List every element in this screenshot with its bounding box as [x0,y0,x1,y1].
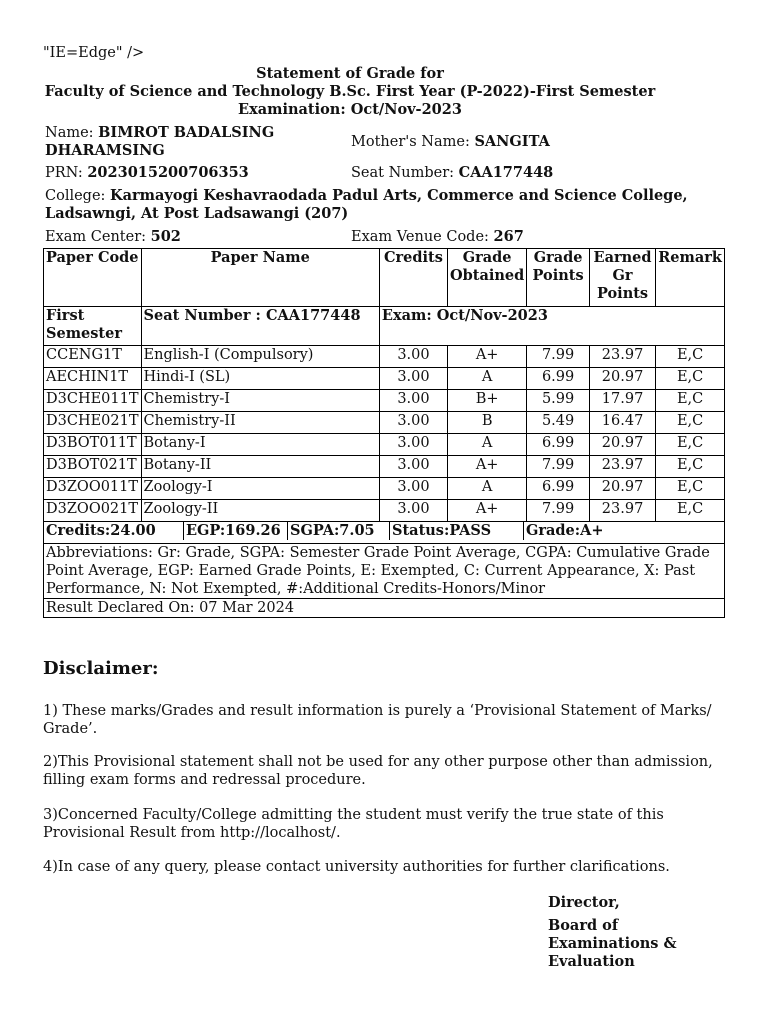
header-line-2: Faculty of Science and Technology B.Sc. First Year (P-2022)-First Semester [44,83,656,100]
header-line-1: Statement of Grade for [256,65,444,82]
prn-label: PRN: [45,165,83,181]
cell-earned-gr-points: 23.97 [589,456,655,478]
signature-line-2: Board of [548,917,619,934]
seat-block [351,164,553,182]
prn-value: 2023015200706353 [87,164,249,181]
cell-earned-gr-points: 16.47 [589,412,655,434]
cell-grade-points: 7.99 [527,500,590,522]
table-row [44,500,725,522]
cell-paper-name: English-I (Compulsory) [141,346,379,368]
disclaimer-point-1: 1) These marks/Grades and result information is purely a ‘Provisional Statement of Marks/ Grade’. [43,703,712,737]
disclaimer-point-4: 4)In case of any query, please contact university authorities for further clarifications. [43,859,670,875]
name-value-line1: BIMROT BADALSING [98,124,275,141]
cell-paper-name: Zoology-II [141,500,379,522]
table-row [44,346,725,368]
college-block [45,187,725,223]
cell-paper-code: D3CHE011T [44,390,142,412]
cell-grade-points: 7.99 [527,346,590,368]
mother-value: SANGITA [474,133,550,150]
cell-grade-points: 6.99 [527,434,590,456]
summary-row [44,522,725,544]
disclaimer-point-3: 3)Concerned Faculty/College admitting the student must verify the true state of this Provisional Result from http://localhost/. [43,807,664,841]
stray-markup-text: "IE=Edge" /> [43,45,145,61]
cell-grade-obtained: A+ [448,456,527,478]
cell-grade-obtained: A+ [448,346,527,368]
col-header-remark: Remark [656,249,725,307]
cell-remark: E,C [656,456,725,478]
cell-grade-obtained: A [448,478,527,500]
student-name-block [45,124,274,160]
signature-line-4: Evaluation [548,953,635,970]
semester-seat-info: Seat Number : CAA177448 [141,307,379,346]
disclaimer-title: Disclaimer: [43,658,159,679]
summary-credits: Credits:24.00 [44,522,184,540]
name-value-line2: DHARAMSING [45,142,165,159]
cell-grade-obtained: A [448,368,527,390]
seat-value: CAA177448 [458,164,554,181]
cell-grade-obtained: A [448,434,527,456]
signature-block [548,894,677,971]
col-header-credits: Credits [379,249,447,307]
name-label: Name: [45,125,94,141]
table-header-row [44,249,725,307]
cell-grade-points: 7.99 [527,456,590,478]
cell-earned-gr-points: 23.97 [589,346,655,368]
mother-name-block [351,133,550,151]
abbreviations-row [44,544,725,599]
table-row [44,412,725,434]
cell-paper-name: Chemistry-II [141,412,379,434]
cell-grade-points: 6.99 [527,478,590,500]
cell-paper-name: Botany-II [141,456,379,478]
cell-paper-code: CCENG1T [44,346,142,368]
mother-label: Mother's Name: [351,134,470,150]
table-row [44,478,725,500]
cell-paper-name: Botany-I [141,434,379,456]
summary-status: Status:PASS [390,522,524,540]
summary-grade: Grade:A+ [526,522,604,539]
center-value: 502 [150,228,181,245]
college-value-line1: Karmayogi Keshavraodada Padul Arts, Commerce and Science College, [110,187,688,204]
cell-remark: E,C [656,412,725,434]
cell-paper-code: D3BOT021T [44,456,142,478]
cell-credits: 3.00 [379,500,447,522]
cell-paper-name: Zoology-I [141,478,379,500]
cell-remark: E,C [656,368,725,390]
cell-paper-code: D3BOT011T [44,434,142,456]
header-line-3: Examination: Oct/Nov-2023 [238,101,462,118]
result-declared-text: Result Declared On: 07 Mar 2024 [44,599,725,618]
col-header-grade-obtained: Grade Obtained [448,249,527,307]
signature-line-1: Director, [548,894,620,911]
col-header-paper-name: Paper Name [141,249,379,307]
col-header-paper-code: Paper Code [44,249,142,307]
cell-credits: 3.00 [379,346,447,368]
center-label: Exam Center: [45,229,147,245]
prn-block [45,164,249,182]
cell-grade-obtained: B+ [448,390,527,412]
cell-paper-code: AECHIN1T [44,368,142,390]
cell-paper-code: D3ZOO021T [44,500,142,522]
cell-credits: 3.00 [379,390,447,412]
cell-grade-points: 5.99 [527,390,590,412]
table-row [44,368,725,390]
cell-remark: E,C [656,478,725,500]
venue-value: 267 [493,228,524,245]
college-label: College: [45,188,106,204]
document-header [0,65,700,119]
semester-exam-info: Exam: Oct/Nov-2023 [379,307,724,346]
exam-center-block [45,228,181,246]
cell-earned-gr-points: 23.97 [589,500,655,522]
summary-egp: EGP:169.26 [184,522,288,540]
cell-grade-points: 6.99 [527,368,590,390]
college-value-line2: Ladsawngi, At Post Ladsawangi (207) [45,205,349,222]
table-row [44,434,725,456]
cell-earned-gr-points: 20.97 [589,434,655,456]
cell-remark: E,C [656,434,725,456]
result-declared-row [44,599,725,618]
grade-table [43,248,725,618]
cell-paper-name: Chemistry-I [141,390,379,412]
cell-paper-code: D3ZOO011T [44,478,142,500]
cell-credits: 3.00 [379,368,447,390]
cell-earned-gr-points: 20.97 [589,478,655,500]
cell-paper-code: D3CHE021T [44,412,142,434]
cell-earned-gr-points: 20.97 [589,368,655,390]
seat-label: Seat Number: [351,165,455,181]
cell-grade-obtained: B [448,412,527,434]
cell-paper-name: Hindi-I (SL) [141,368,379,390]
summary-cell [44,522,725,544]
venue-block [351,228,524,246]
cell-remark: E,C [656,390,725,412]
cell-credits: 3.00 [379,456,447,478]
cell-grade-points: 5.49 [527,412,590,434]
cell-credits: 3.00 [379,434,447,456]
cell-credits: 3.00 [379,412,447,434]
venue-label: Exam Venue Code: [351,229,489,245]
disclaimer-point-2: 2)This Provisional statement shall not be used for any other purpose other than admission, filling exam forms and redressal procedure. [43,754,713,788]
abbreviations-text: Abbreviations: Gr: Grade, SGPA: Semester Grade Point Average, CGPA: Cumulative Grade Point Average, EGP: Earned Grade Points, E: Exempted, C: Current Appearance, X: Past Performance, N: Not Exempted, #:Additional Credits-Honors/Minor [44,544,725,599]
col-header-earned-gr-points: Earned Gr Points [589,249,655,307]
cell-grade-obtained: A+ [448,500,527,522]
cell-remark: E,C [656,500,725,522]
table-row [44,390,725,412]
cell-remark: E,C [656,346,725,368]
cell-credits: 3.00 [379,478,447,500]
table-row [44,456,725,478]
signature-line-3: Examinations & [548,935,677,952]
cell-earned-gr-points: 17.97 [589,390,655,412]
semester-label: First Semester [44,307,142,346]
col-header-grade-points: Grade Points [527,249,590,307]
semester-row [44,307,725,346]
summary-sgpa: SGPA:7.05 [288,522,390,540]
